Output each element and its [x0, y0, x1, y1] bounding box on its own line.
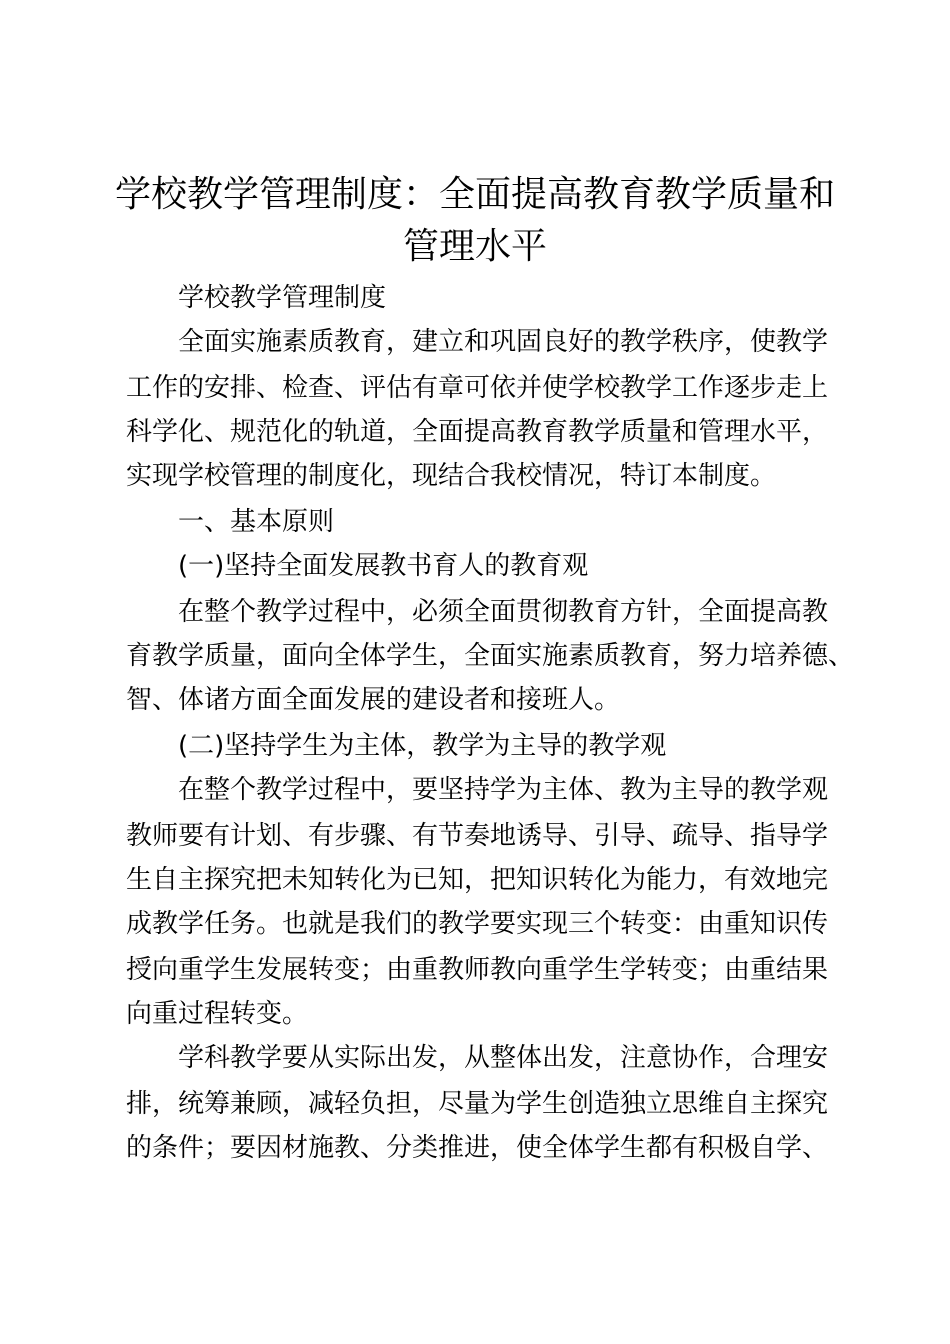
paragraph-line: 生自主探究把未知转化为已知，把知识转化为能力，有效地完: [126, 865, 829, 895]
paragraph-line: 科学化、规范化的轨道，全面提高教育教学质量和管理水平，: [126, 417, 829, 447]
paragraph-line: 授向重学生发展转变；由重教师教向重学生学转变；由重结果: [126, 955, 829, 985]
section-heading: 一、基本原则: [178, 507, 335, 537]
subtitle-line: 学校教学管理制度: [178, 283, 387, 313]
document-title-line-1: 学校教学管理制度：全面提高教育教学质量和: [114, 174, 835, 215]
paragraph-line: 学科教学要从实际出发，从整体出发，注意协作，合理安: [178, 1043, 829, 1073]
paragraph-line: 排，统筹兼顾，减轻负担，尽量为学生创造独立思维自主探究: [126, 1089, 829, 1119]
subsection-heading: (一)坚持全面发展教书育人的教育观: [178, 551, 589, 581]
paragraph-line: 成教学任务。也就是我们的教学要实现三个转变：由重知识传: [126, 909, 829, 939]
paragraph-line: 在整个教学过程中，要坚持学为主体、教为主导的教学观: [178, 775, 829, 805]
paragraph-line: 育教学质量，面向全体学生，全面实施素质教育，努力培养德、: [126, 641, 855, 671]
paragraph-line: 在整个教学过程中，必须全面贯彻教育方针，全面提高教: [178, 597, 829, 627]
paragraph-line: 教师要有计划、有步骤、有节奏地诱导、引导、疏导、指导学: [126, 821, 829, 851]
paragraph-line: 工作的安排、检查、评估有章可依并使学校教学工作逐步走上: [126, 373, 829, 403]
paragraph-line: 向重过程转变。: [126, 999, 309, 1029]
paragraph-line: 的条件；要因材施教、分类推进，使全体学生都有积极自学、: [126, 1133, 829, 1163]
document-title-line-2: 管理水平: [402, 226, 547, 267]
subsection-heading: (二)坚持学生为主体，教学为主导的教学观: [178, 731, 667, 761]
paragraph-line: 全面实施素质教育，建立和巩固良好的教学秩序，使教学: [178, 327, 829, 357]
paragraph-line: 智、体诸方面全面发展的建设者和接班人。: [126, 685, 621, 715]
paragraph-line: 实现学校管理的制度化，现结合我校情况，特订本制度。: [126, 461, 777, 491]
